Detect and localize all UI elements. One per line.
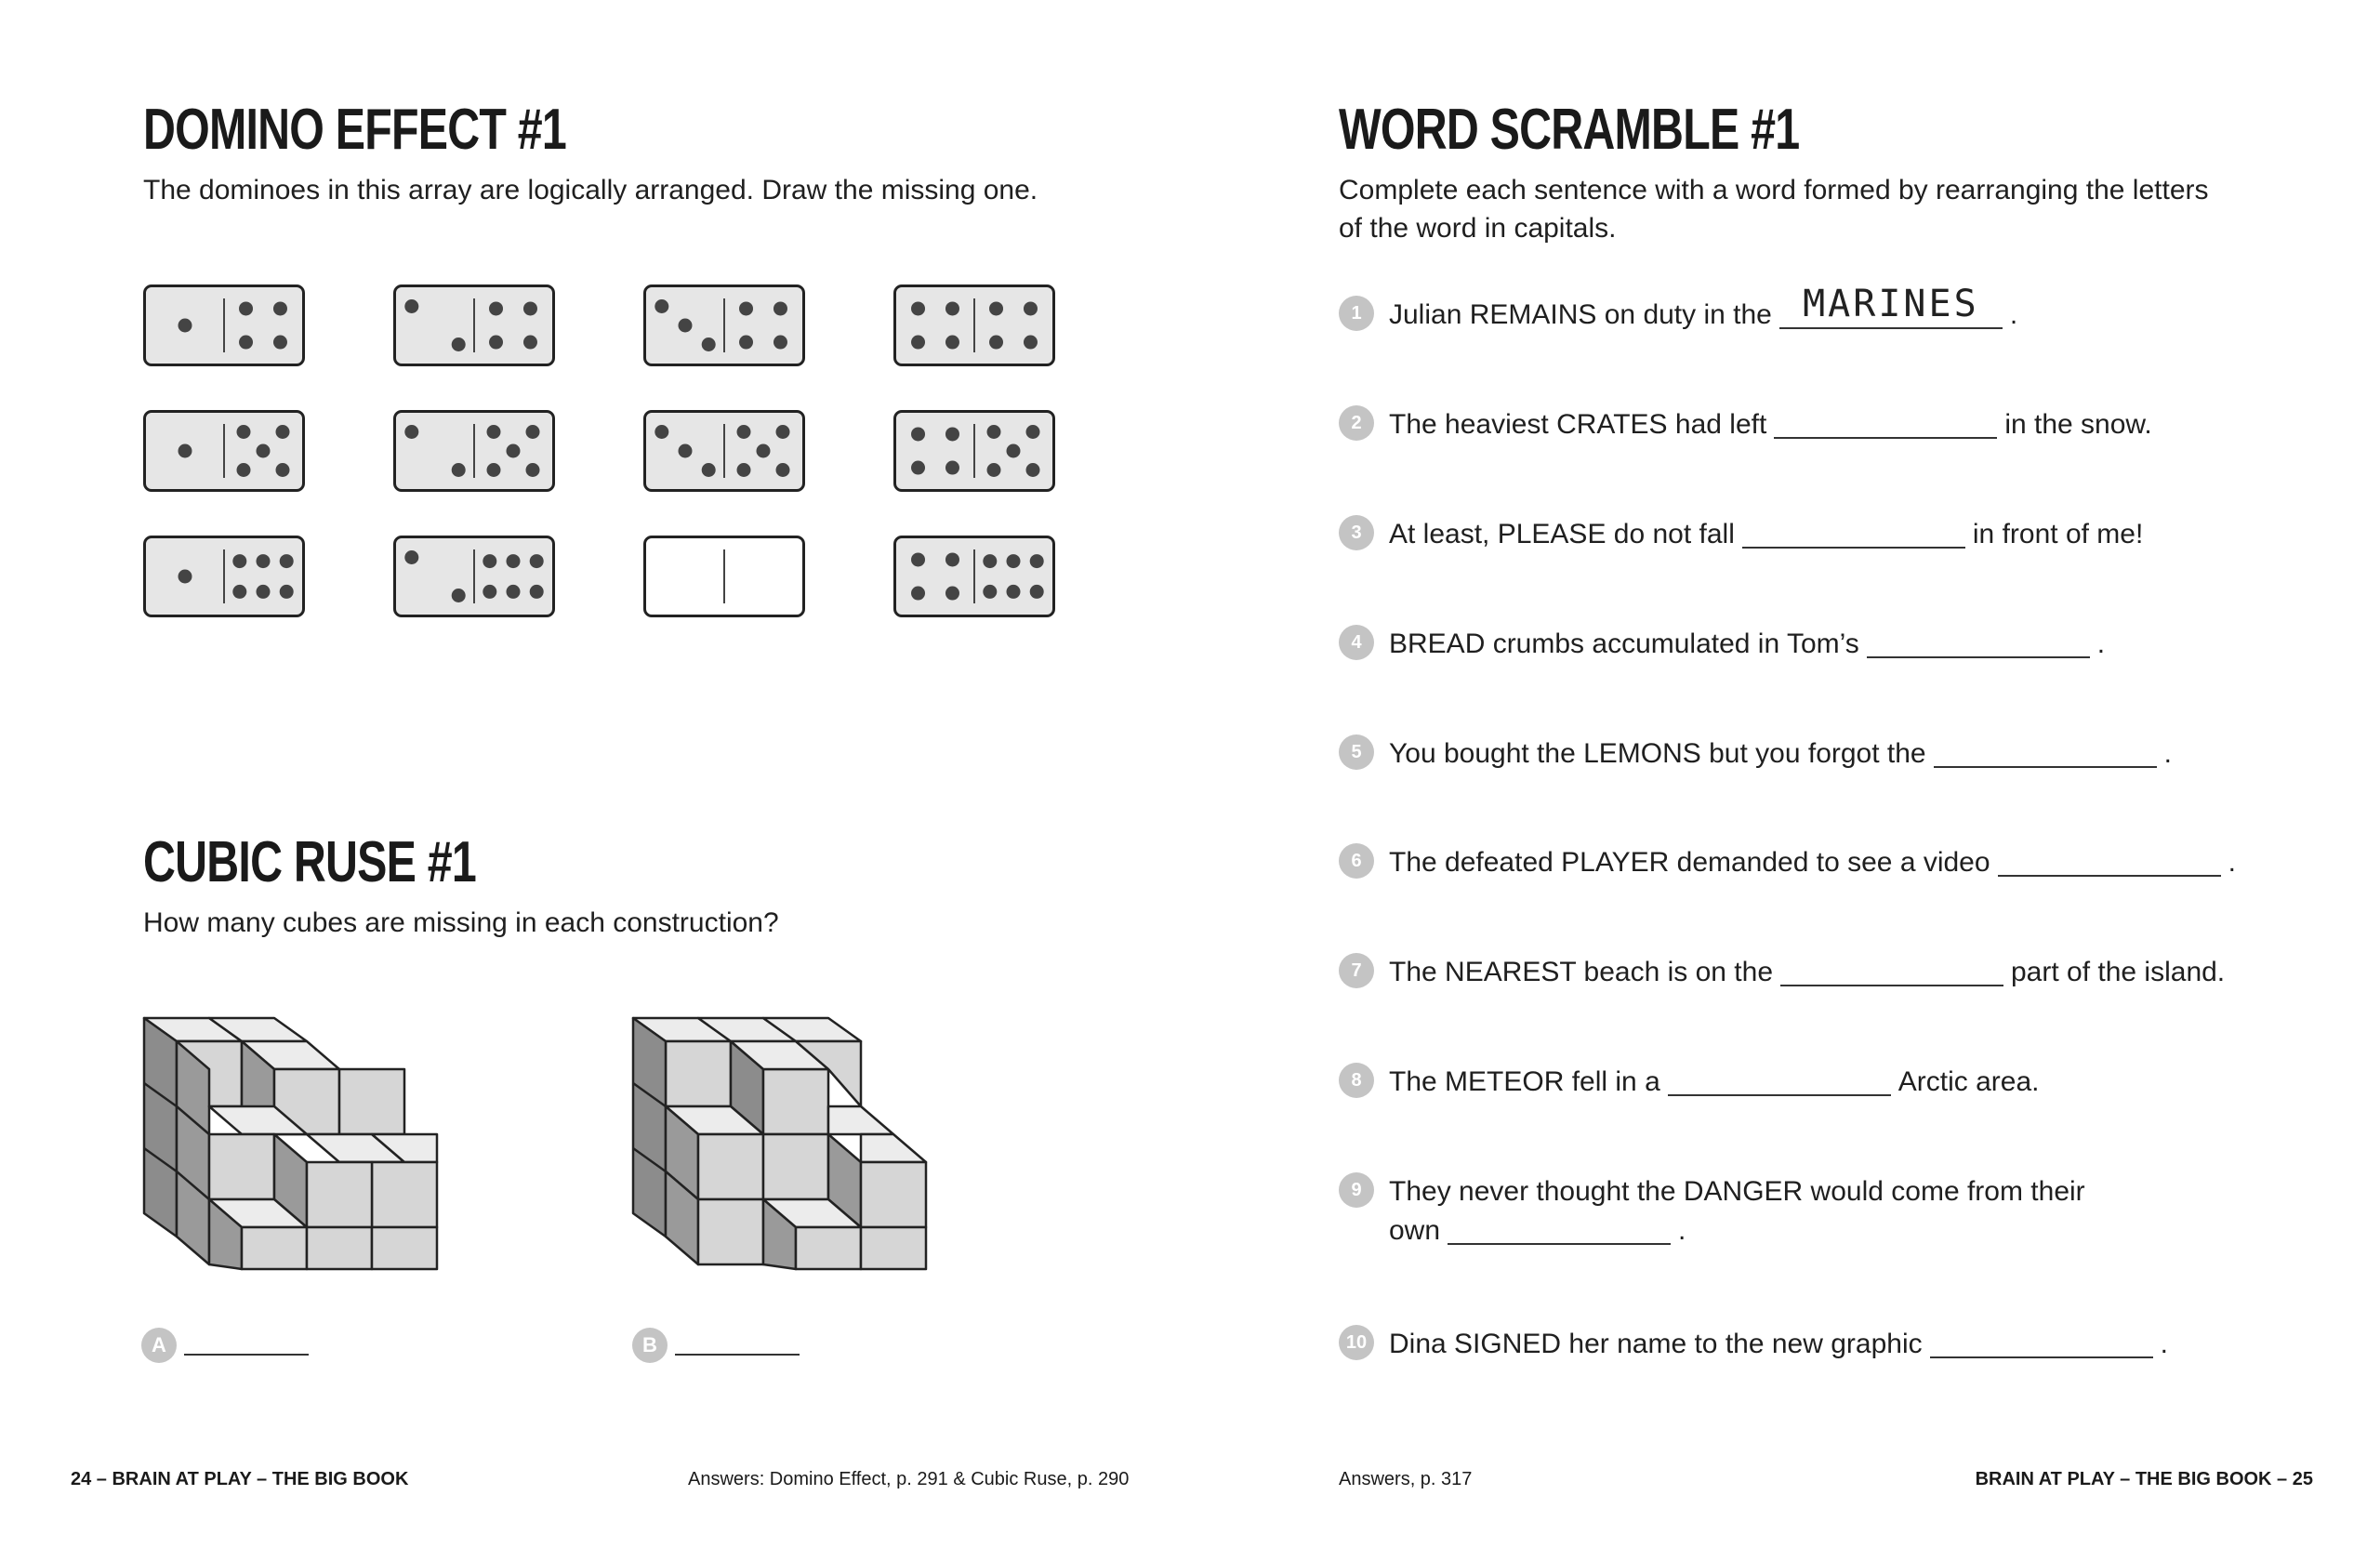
domino (393, 536, 555, 617)
domino-pip (239, 336, 253, 350)
domino (143, 284, 305, 366)
question-sentence (1389, 283, 2018, 331)
domino-pip (702, 463, 716, 477)
domino-pip (280, 585, 294, 599)
domino-pip (774, 336, 787, 350)
domino (143, 536, 305, 617)
sentence-start: The defeated PLAYER demanded to see a video (1389, 847, 1990, 878)
domino-pip (237, 463, 251, 477)
domino-instructions: The dominoes in this array are logically arranged. Draw the missing one. (143, 175, 1038, 205)
domino (393, 284, 555, 366)
domino-pip (911, 301, 925, 315)
domino-pip (679, 319, 693, 333)
domino-pip (776, 425, 790, 439)
domino (643, 284, 805, 366)
answer-blank[interactable] (1774, 409, 1997, 439)
question-number: 8 (1339, 1063, 1374, 1098)
domino-pip (911, 587, 925, 601)
domino-pip (987, 425, 1001, 439)
domino-pip (1030, 585, 1044, 599)
domino-pip (679, 444, 693, 458)
domino-pip (774, 301, 787, 315)
domino-title: DOMINO EFFECT #1 (143, 98, 567, 162)
sentence-end: in the snow. (2004, 409, 2152, 440)
sentence-end: . (2228, 847, 2236, 878)
sentence-end: in front of me! (1972, 519, 2144, 549)
domino-pip (739, 301, 753, 315)
sentence-end: . (2163, 738, 2172, 769)
domino-pip (776, 463, 790, 477)
domino-pip (702, 337, 716, 351)
domino-pip (507, 585, 521, 599)
sentence-start: At least, PLEASE do not fall (1389, 519, 1735, 549)
question-number: 7 (1339, 953, 1374, 988)
domino-pip (239, 301, 253, 315)
answer-blank[interactable] (1930, 1329, 2153, 1358)
domino-pip (1007, 554, 1021, 568)
cubic-instructions: How many cubes are missing in each construction? (143, 907, 779, 938)
question-sentence (1389, 1066, 2039, 1098)
domino-pip (280, 554, 294, 568)
domino-pip (1024, 336, 1038, 350)
answer-blank[interactable] (1779, 283, 2003, 329)
answer-blank[interactable] (1934, 738, 2157, 768)
domino-pip (1007, 585, 1021, 599)
domino-pip (452, 463, 466, 477)
footer-page-number: 24 – BRAIN AT PLAY – THE BIG BOOK (71, 1469, 409, 1489)
domino-pip (232, 554, 246, 568)
sentence-start: The METEOR fell in a (1389, 1066, 1660, 1097)
domino-pip (487, 463, 501, 477)
domino-pip (989, 336, 1003, 350)
question-sentence (1389, 1329, 2168, 1360)
domino-pip (404, 299, 418, 313)
sentence-end: . (1678, 1215, 1686, 1246)
sentence-start: They never thought the DANGER would come from their (1389, 1176, 2085, 1207)
question-sentence-continued (1389, 1215, 1686, 1247)
domino (893, 284, 1055, 366)
domino-pip (276, 463, 290, 477)
cube-construction-b (628, 1013, 935, 1274)
sentence-end: part of the island. (2011, 957, 2226, 987)
domino-pip (945, 336, 959, 350)
domino-pip (178, 444, 192, 458)
question-number: 3 (1339, 515, 1374, 550)
sentence-end: Arctic area. (1897, 1066, 2040, 1097)
domino-pip (737, 425, 751, 439)
question-number: 10 (1339, 1325, 1374, 1360)
question-number: 5 (1339, 734, 1374, 770)
sentence-end: . (2160, 1329, 2168, 1359)
domino-pip (989, 301, 1003, 315)
sentence-start: The NEAREST beach is on the (1389, 957, 1773, 987)
sentence-start: Julian REMAINS on duty in the (1389, 299, 1772, 330)
domino-pip (273, 301, 287, 315)
domino-pip (945, 587, 959, 601)
domino-pip (276, 425, 290, 439)
domino-pip (232, 585, 246, 599)
domino (643, 410, 805, 492)
domino-pip (404, 425, 418, 439)
domino-pip (911, 461, 925, 475)
domino-pip (983, 554, 997, 568)
question-number: 9 (1339, 1172, 1374, 1208)
domino-pip (911, 336, 925, 350)
domino-pip (1007, 444, 1021, 458)
domino-pip (257, 554, 271, 568)
domino (893, 410, 1055, 492)
sentence-start: You bought the LEMONS but you forgot the (1389, 738, 1926, 769)
domino-pip (739, 336, 753, 350)
answer-a-badge: A (141, 1328, 177, 1363)
domino-pip (526, 463, 540, 477)
sentence-start-continued: own (1389, 1215, 1441, 1246)
domino-pip (1026, 463, 1040, 477)
word-scramble-title: WORD SCRAMBLE #1 (1339, 98, 1800, 162)
domino-pip (1026, 425, 1040, 439)
question-number: 4 (1339, 625, 1374, 660)
question-number: 2 (1339, 405, 1374, 441)
word-scramble-instructions: Complete each sentence with a word formed by rearranging the letters of the word in capitals. (1339, 175, 2209, 244)
domino-pip (178, 570, 192, 584)
domino-pip (983, 585, 997, 599)
domino-pip (654, 299, 668, 313)
domino (143, 410, 305, 492)
answer-b-line[interactable] (675, 1354, 800, 1356)
domino-pip (523, 336, 537, 350)
domino-pip (483, 554, 496, 568)
domino-pip (526, 425, 540, 439)
sentence-end: . (2096, 628, 2106, 659)
answer-blank[interactable] (1867, 628, 2090, 658)
domino-pip (945, 461, 959, 475)
footer-page-number: BRAIN AT PLAY – THE BIG BOOK – 25 (1975, 1469, 2313, 1489)
answer-a-line[interactable] (184, 1354, 309, 1356)
domino-pip (452, 589, 466, 602)
domino-pip (911, 552, 925, 566)
answer-blank[interactable] (1780, 957, 2003, 986)
question-sentence (1389, 957, 2225, 988)
domino-pip (987, 463, 1001, 477)
domino-pip (1024, 301, 1038, 315)
domino-pip (452, 337, 466, 351)
question-sentence (1389, 628, 2105, 660)
domino-pip (945, 301, 959, 315)
answer-b-badge: B (632, 1328, 668, 1363)
domino-pip (757, 444, 771, 458)
question-sentence (1389, 1176, 2085, 1208)
question-number: 6 (1339, 843, 1374, 879)
domino-pip (654, 425, 668, 439)
domino-pip (489, 336, 503, 350)
footer-answers: Answers: Domino Effect, p. 291 & Cubic Ruse, p. 290 (688, 1469, 1130, 1489)
domino-pip (945, 552, 959, 566)
question-sentence (1389, 519, 2143, 550)
domino-pip (530, 554, 544, 568)
missing-domino[interactable] (643, 536, 805, 617)
sentence-start: Dina SIGNED her name to the new graphic (1389, 1329, 1923, 1359)
answer-blank[interactable] (1742, 519, 1965, 549)
domino-pip (257, 444, 271, 458)
domino-pip (945, 427, 959, 441)
cube-construction-a (139, 1013, 446, 1274)
footer-answers: Answers, p. 317 (1339, 1469, 1473, 1489)
question-sentence (1389, 409, 2152, 441)
answer-blank[interactable] (1998, 847, 2221, 877)
domino (393, 410, 555, 492)
domino-pip (487, 425, 501, 439)
domino-pip (483, 585, 496, 599)
right-page (1190, 0, 2380, 1548)
domino-pip (178, 319, 192, 333)
question-sentence (1389, 847, 2236, 879)
domino-pip (523, 301, 537, 315)
sentence-end: . (2009, 299, 2018, 330)
domino-pip (911, 427, 925, 441)
domino-pip (507, 444, 521, 458)
domino-pip (530, 585, 544, 599)
answer-blank[interactable] (1448, 1215, 1671, 1245)
sentence-start: BREAD crumbs accumulated in Tom’s (1389, 628, 1859, 659)
domino-pip (257, 585, 271, 599)
question-sentence (1389, 738, 2172, 770)
cubic-title: CUBIC RUSE #1 (143, 830, 477, 894)
handwritten-answer: MARINES (1803, 283, 1979, 325)
answer-blank[interactable] (1668, 1066, 1891, 1096)
domino-pip (489, 301, 503, 315)
question-number: 1 (1339, 296, 1374, 331)
domino-pip (507, 554, 521, 568)
domino-pip (737, 463, 751, 477)
sentence-start: The heaviest CRATES had left (1389, 409, 1767, 440)
domino-pip (404, 550, 418, 564)
domino-pip (273, 336, 287, 350)
domino-pip (1030, 554, 1044, 568)
domino (893, 536, 1055, 617)
domino-pip (237, 425, 251, 439)
